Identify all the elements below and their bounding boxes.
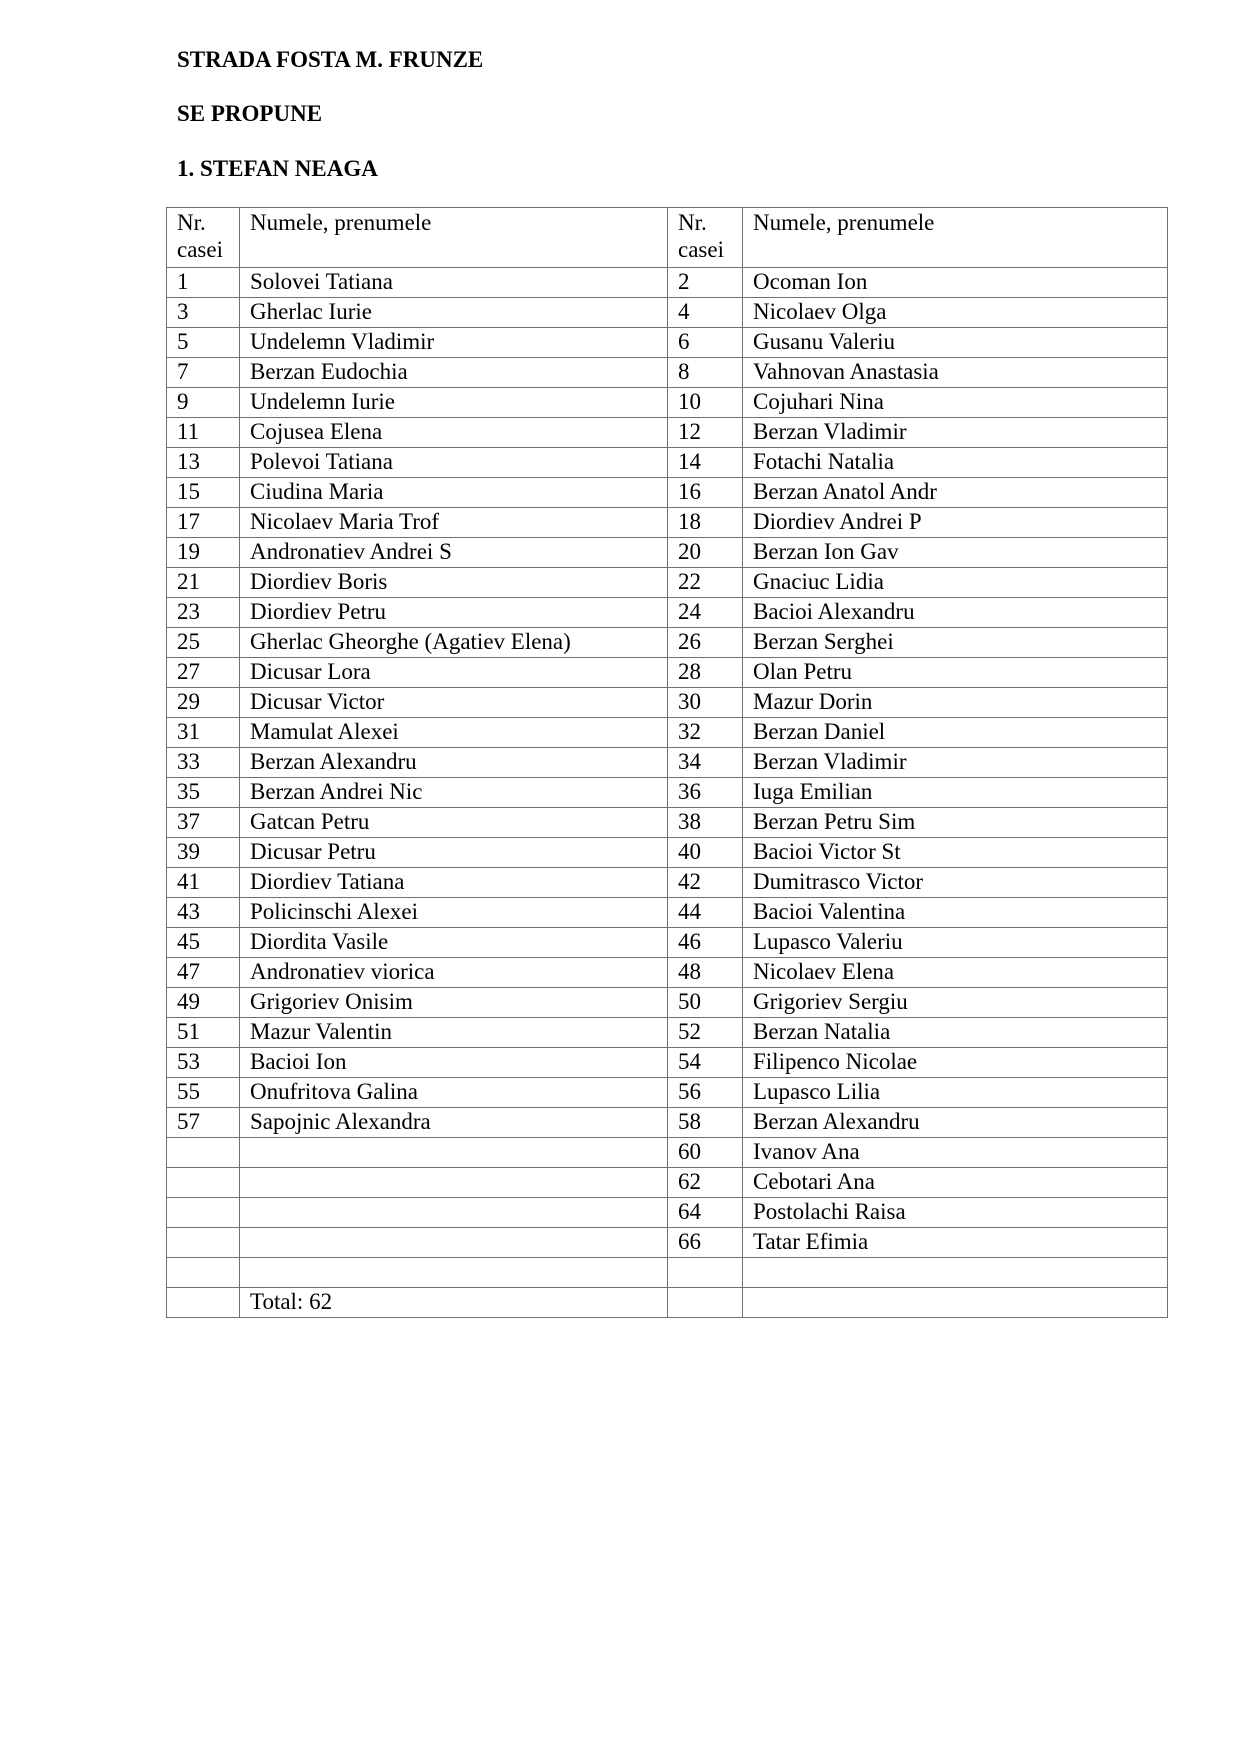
house-number-right: 12	[668, 418, 743, 448]
resident-name-right: Gnaciuc Lidia	[743, 568, 1168, 598]
header-name-left: Numele, prenumele	[240, 208, 668, 268]
resident-name-left: Polevoi Tatiana	[240, 448, 668, 478]
house-number-right: 64	[668, 1198, 743, 1228]
house-number-left	[167, 1288, 240, 1318]
house-number-right: 28	[668, 658, 743, 688]
resident-name-right: Berzan Petru Sim	[743, 808, 1168, 838]
table-row	[167, 388, 1168, 418]
resident-name-right: Diordiev Andrei P	[743, 508, 1168, 538]
resident-name-right: Olan Petru	[743, 658, 1168, 688]
resident-name-left	[240, 1258, 668, 1288]
resident-name-left: Policinschi Alexei	[240, 898, 668, 928]
resident-name-right: Lupasco Lilia	[743, 1078, 1168, 1108]
house-number-right	[668, 1288, 743, 1318]
resident-name-left: Sapojnic Alexandra	[240, 1108, 668, 1138]
house-number-right: 4	[668, 298, 743, 328]
resident-name-left: Solovei Tatiana	[240, 268, 668, 298]
resident-name-right: Berzan Natalia	[743, 1018, 1168, 1048]
house-number-left: 33	[167, 748, 240, 778]
house-number-right: 42	[668, 868, 743, 898]
house-number-right: 32	[668, 718, 743, 748]
resident-name-left	[240, 1168, 668, 1198]
house-number-right: 52	[668, 1018, 743, 1048]
resident-name-left	[240, 1138, 668, 1168]
house-number-right: 22	[668, 568, 743, 598]
house-number-right: 54	[668, 1048, 743, 1078]
resident-name-right: Nicolaev Olga	[743, 298, 1168, 328]
resident-name-right: Lupasco Valeriu	[743, 928, 1168, 958]
table-row	[167, 1138, 1168, 1168]
table-row	[167, 688, 1168, 718]
document-subtitle: SE PROPUNE	[177, 101, 323, 126]
table-row	[167, 418, 1168, 448]
table-row	[167, 748, 1168, 778]
house-number-right: 2	[668, 268, 743, 298]
house-number-left: 7	[167, 358, 240, 388]
house-number-left: 37	[167, 808, 240, 838]
resident-name-left	[240, 1228, 668, 1258]
header-name-right: Numele, prenumele	[743, 208, 1168, 268]
resident-name-left: Berzan Andrei Nic	[240, 778, 668, 808]
resident-name-right: Berzan Anatol Andr	[743, 478, 1168, 508]
resident-name-left: Mamulat Alexei	[240, 718, 668, 748]
house-number-right: 38	[668, 808, 743, 838]
house-number-left: 15	[167, 478, 240, 508]
house-number-right: 56	[668, 1078, 743, 1108]
header-house-number-right: Nr. casei	[668, 208, 743, 268]
house-number-right: 30	[668, 688, 743, 718]
resident-name-left: Gherlac Gheorghe (Agatiev Elena)	[240, 628, 668, 658]
resident-name-right: Vahnovan Anastasia	[743, 358, 1168, 388]
house-number-left: 43	[167, 898, 240, 928]
table-row	[167, 1198, 1168, 1228]
resident-name-left: Ciudina Maria	[240, 478, 668, 508]
resident-name-left: Dicusar Lora	[240, 658, 668, 688]
resident-name-right: Berzan Vladimir	[743, 418, 1168, 448]
resident-name-left: Diordiev Boris	[240, 568, 668, 598]
proposal-name: 1. STEFAN NEAGA	[177, 156, 378, 181]
resident-name-left: Diordiev Tatiana	[240, 868, 668, 898]
table-row	[167, 778, 1168, 808]
resident-name-right: Filipenco Nicolae	[743, 1048, 1168, 1078]
house-number-right: 60	[668, 1138, 743, 1168]
resident-name-right: Bacioi Victor St	[743, 838, 1168, 868]
house-number-right: 44	[668, 898, 743, 928]
house-number-left: 57	[167, 1108, 240, 1138]
table-row	[167, 838, 1168, 868]
resident-name-left: Andronatiev Andrei S	[240, 538, 668, 568]
resident-name-right: Gusanu Valeriu	[743, 328, 1168, 358]
resident-name-right: Berzan Ion Gav	[743, 538, 1168, 568]
house-number-right: 36	[668, 778, 743, 808]
house-number-left: 11	[167, 418, 240, 448]
house-number-right: 48	[668, 958, 743, 988]
table-row	[167, 1258, 1168, 1288]
table-row	[167, 1168, 1168, 1198]
table-row	[167, 1108, 1168, 1138]
resident-name-right: Berzan Vladimir	[743, 748, 1168, 778]
resident-name-left: Berzan Eudochia	[240, 358, 668, 388]
resident-name-right: Grigoriev Sergiu	[743, 988, 1168, 1018]
resident-name-right: Bacioi Alexandru	[743, 598, 1168, 628]
table-row	[167, 988, 1168, 1018]
house-number-right: 10	[668, 388, 743, 418]
resident-name-right: Ocoman Ion	[743, 268, 1168, 298]
table-row	[167, 628, 1168, 658]
table-row	[167, 868, 1168, 898]
house-number-right: 14	[668, 448, 743, 478]
house-number-left: 21	[167, 568, 240, 598]
table-row	[167, 508, 1168, 538]
resident-name-left: Nicolaev Maria Trof	[240, 508, 668, 538]
document-title: STRADA FOSTA M. FRUNZE	[177, 47, 484, 72]
resident-name-right: Dumitrasco Victor	[743, 868, 1168, 898]
house-number-right: 66	[668, 1228, 743, 1258]
house-number-left	[167, 1168, 240, 1198]
header-house-number-left: Nr. casei	[167, 208, 240, 268]
table-row	[167, 958, 1168, 988]
resident-name-left	[240, 1198, 668, 1228]
house-number-right: 8	[668, 358, 743, 388]
resident-name-left: Berzan Alexandru	[240, 748, 668, 778]
table-row	[167, 328, 1168, 358]
resident-name-right: Ivanov Ana	[743, 1138, 1168, 1168]
house-number-right: 40	[668, 838, 743, 868]
table-row	[167, 1228, 1168, 1258]
resident-name-left: Gatcan Petru	[240, 808, 668, 838]
table-row	[167, 358, 1168, 388]
resident-name-right: Fotachi Natalia	[743, 448, 1168, 478]
house-number-left: 53	[167, 1048, 240, 1078]
resident-name-left: Mazur Valentin	[240, 1018, 668, 1048]
resident-name-right: Mazur Dorin	[743, 688, 1168, 718]
resident-name-right: Nicolaev Elena	[743, 958, 1168, 988]
table-row	[167, 298, 1168, 328]
resident-name-right: Berzan Serghei	[743, 628, 1168, 658]
table-row	[167, 718, 1168, 748]
table-row	[167, 568, 1168, 598]
resident-name-left: Cojusea Elena	[240, 418, 668, 448]
resident-name-right	[743, 1288, 1168, 1318]
house-number-right: 16	[668, 478, 743, 508]
house-number-left: 35	[167, 778, 240, 808]
table-row	[167, 598, 1168, 628]
resident-name-right: Cojuhari Nina	[743, 388, 1168, 418]
resident-name-left: Total: 62	[240, 1288, 668, 1318]
house-number-right: 58	[668, 1108, 743, 1138]
house-number-right: 62	[668, 1168, 743, 1198]
house-number-left: 23	[167, 598, 240, 628]
table-header-row	[167, 208, 1168, 268]
table-row	[167, 928, 1168, 958]
house-number-left: 39	[167, 838, 240, 868]
table-row	[167, 658, 1168, 688]
house-number-left: 41	[167, 868, 240, 898]
table-row	[167, 1048, 1168, 1078]
table-row	[167, 538, 1168, 568]
house-number-left: 31	[167, 718, 240, 748]
resident-name-right: Postolachi Raisa	[743, 1198, 1168, 1228]
resident-name-right: Tatar Efimia	[743, 1228, 1168, 1258]
resident-name-left: Undelemn Iurie	[240, 388, 668, 418]
house-number-left: 29	[167, 688, 240, 718]
house-number-left: 55	[167, 1078, 240, 1108]
house-number-left: 27	[167, 658, 240, 688]
house-number-left: 47	[167, 958, 240, 988]
resident-name-left: Grigoriev Onisim	[240, 988, 668, 1018]
resident-name-right: Cebotari Ana	[743, 1168, 1168, 1198]
resident-name-left: Onufritova Galina	[240, 1078, 668, 1108]
resident-name-left: Diordiev Petru	[240, 598, 668, 628]
house-number-right: 50	[668, 988, 743, 1018]
house-number-right: 6	[668, 328, 743, 358]
resident-name-right: Berzan Alexandru	[743, 1108, 1168, 1138]
table-row	[167, 1078, 1168, 1108]
house-number-left: 3	[167, 298, 240, 328]
house-number-left	[167, 1138, 240, 1168]
table-row	[167, 1018, 1168, 1048]
table-row	[167, 808, 1168, 838]
house-number-right	[668, 1258, 743, 1288]
house-number-left: 45	[167, 928, 240, 958]
resident-name-left: Gherlac Iurie	[240, 298, 668, 328]
resident-name-left: Undelemn Vladimir	[240, 328, 668, 358]
resident-name-right: Bacioi Valentina	[743, 898, 1168, 928]
house-number-left: 49	[167, 988, 240, 1018]
house-number-right: 46	[668, 928, 743, 958]
house-number-left	[167, 1228, 240, 1258]
resident-name-right	[743, 1258, 1168, 1288]
resident-name-left: Andronatiev viorica	[240, 958, 668, 988]
table-row	[167, 478, 1168, 508]
house-number-left	[167, 1198, 240, 1228]
resident-name-left: Dicusar Petru	[240, 838, 668, 868]
house-number-left: 13	[167, 448, 240, 478]
resident-name-right: Iuga Emilian	[743, 778, 1168, 808]
house-number-left: 51	[167, 1018, 240, 1048]
house-number-right: 26	[668, 628, 743, 658]
resident-name-right: Berzan Daniel	[743, 718, 1168, 748]
table-row	[167, 268, 1168, 298]
table-row	[167, 448, 1168, 478]
house-number-right: 24	[668, 598, 743, 628]
house-number-left: 17	[167, 508, 240, 538]
house-number-left	[167, 1258, 240, 1288]
house-number-right: 34	[668, 748, 743, 778]
house-number-left: 25	[167, 628, 240, 658]
table-row	[167, 898, 1168, 928]
house-number-left: 1	[167, 268, 240, 298]
house-number-left: 9	[167, 388, 240, 418]
table-row	[167, 1288, 1168, 1318]
resident-name-left: Dicusar Victor	[240, 688, 668, 718]
house-number-left: 5	[167, 328, 240, 358]
resident-name-left: Bacioi Ion	[240, 1048, 668, 1078]
residents-table	[166, 207, 1168, 1318]
house-number-right: 18	[668, 508, 743, 538]
house-number-right: 20	[668, 538, 743, 568]
house-number-left: 19	[167, 538, 240, 568]
resident-name-left: Diordita Vasile	[240, 928, 668, 958]
